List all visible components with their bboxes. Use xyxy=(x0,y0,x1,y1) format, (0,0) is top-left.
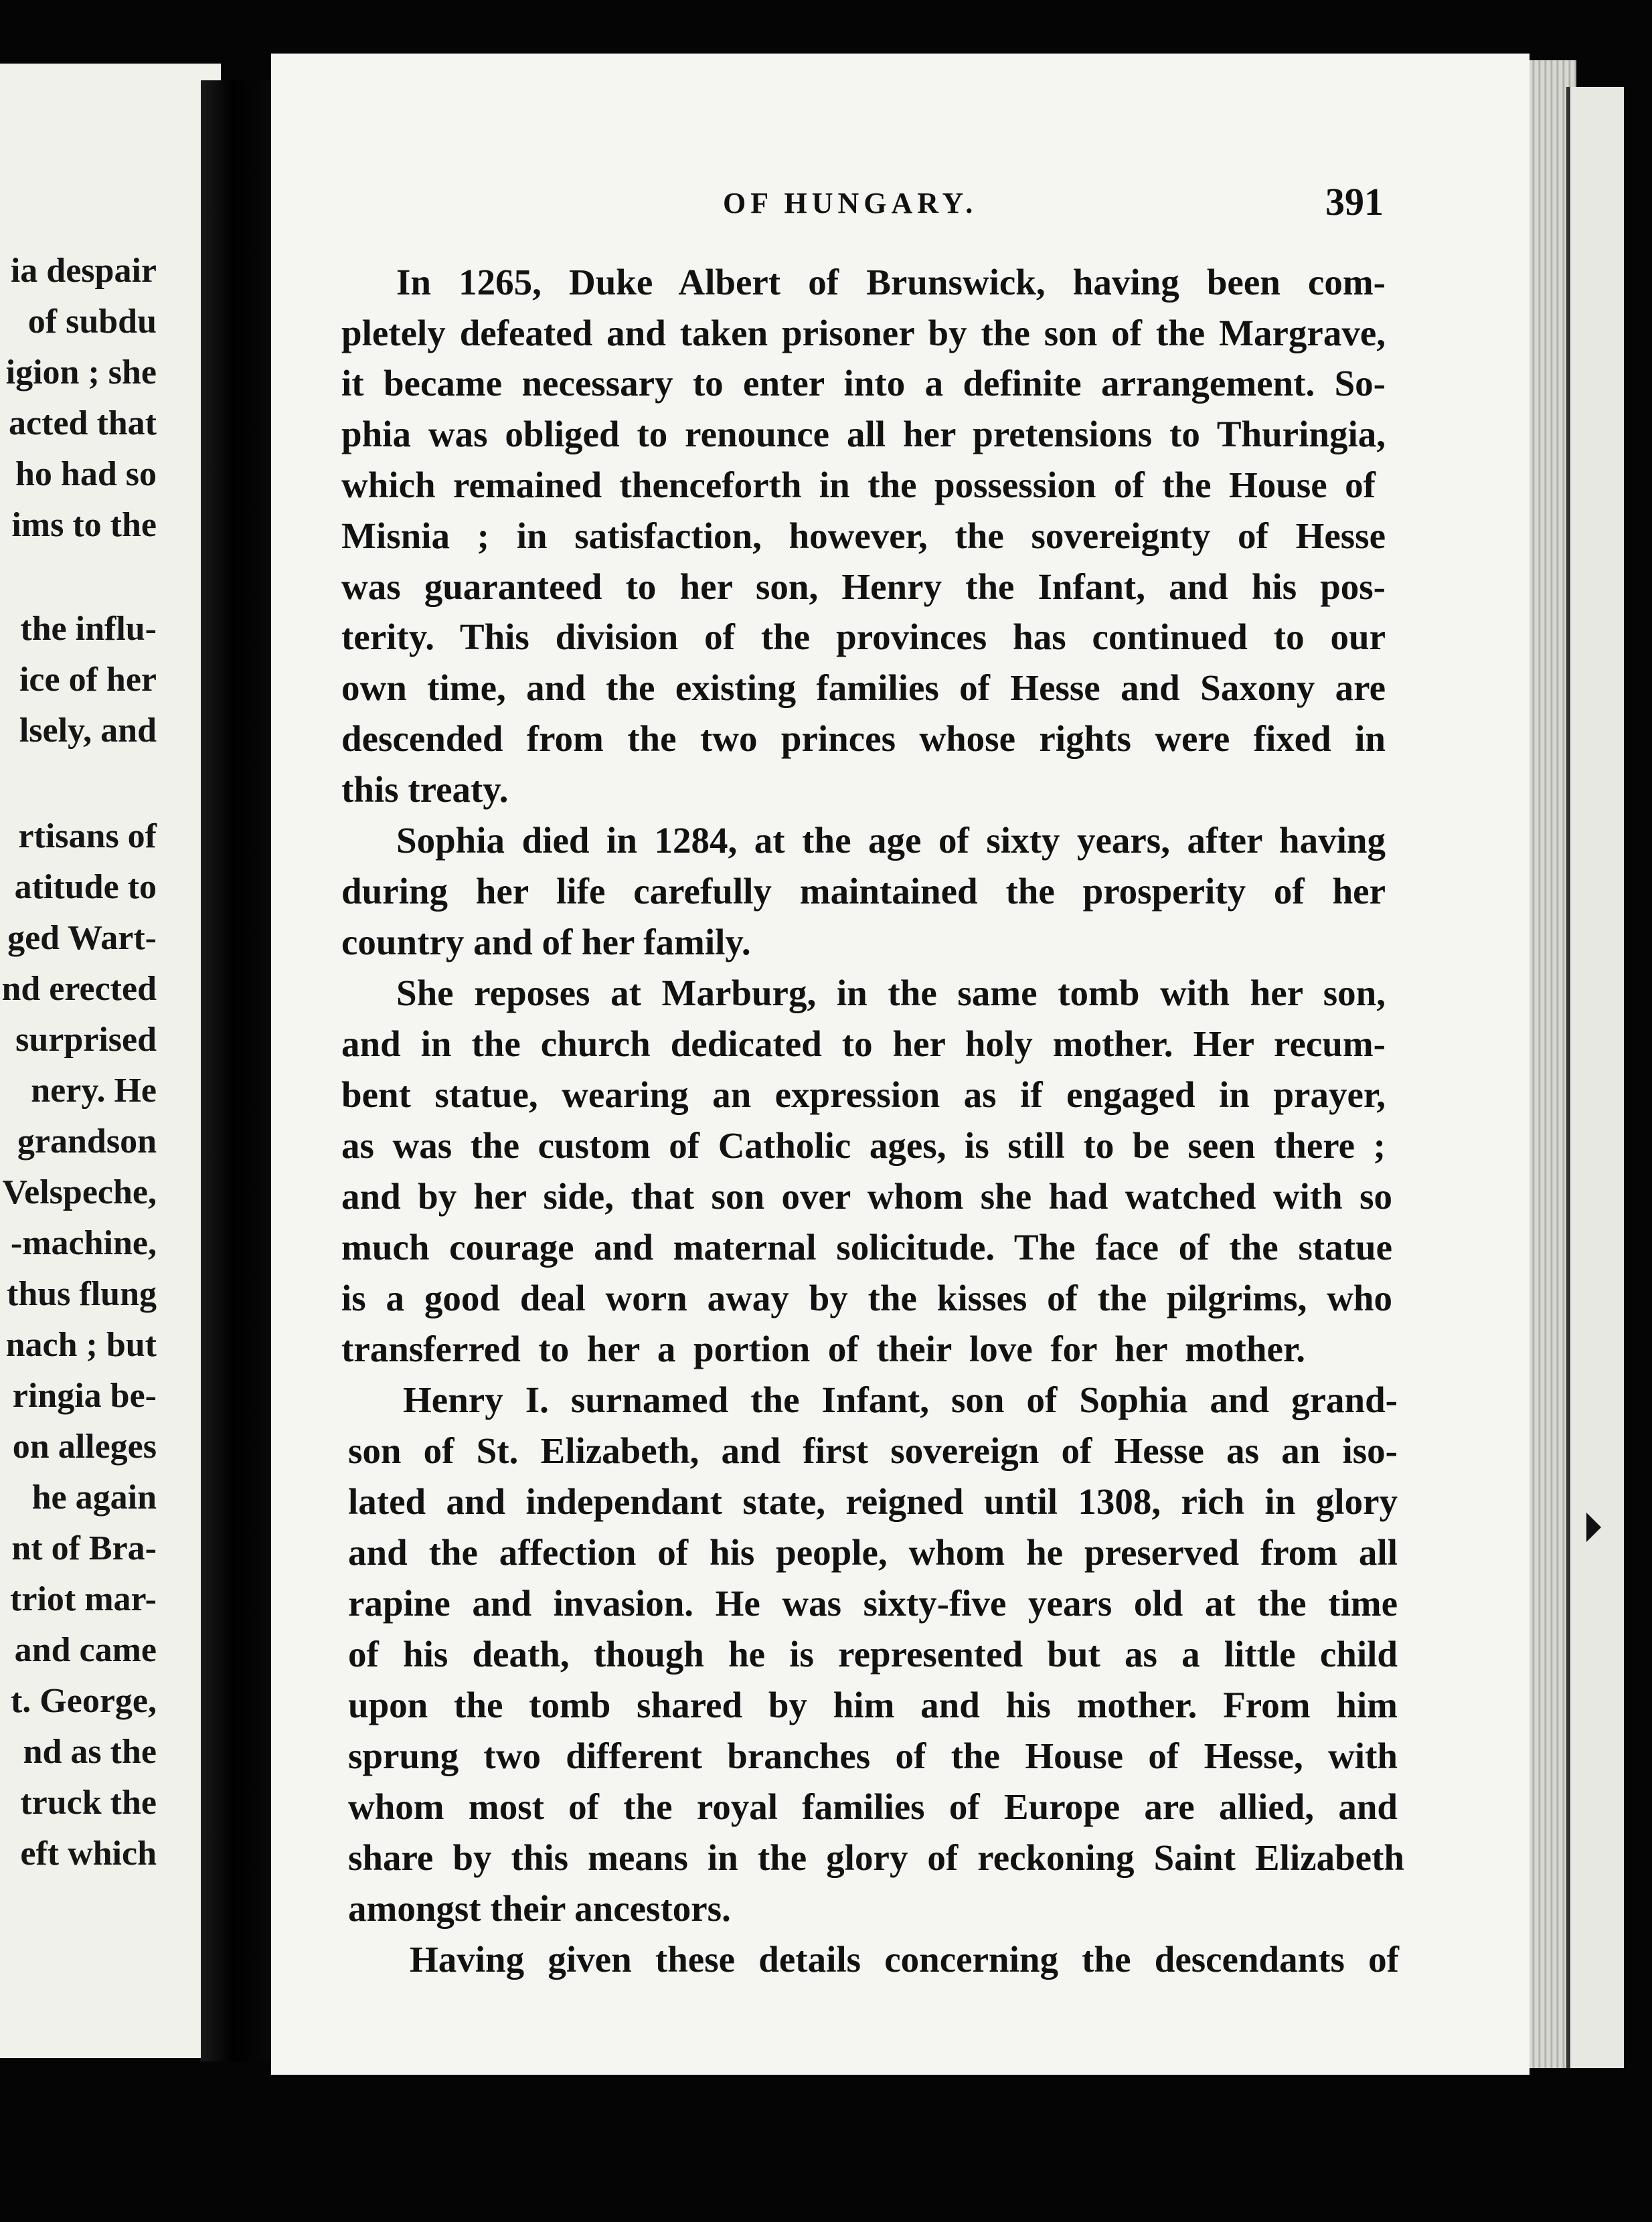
facing-page-line: nt of Bra- xyxy=(11,1529,157,1567)
text-line: own time, and the existing families of Hesse and Saxony are xyxy=(341,667,1386,708)
text-line: amongst their ancestors. xyxy=(348,1888,731,1929)
text-line: lated and independant state, reigned until 1308, rich in glory xyxy=(348,1481,1398,1522)
text-line: pletely defeated and taken prisoner by the son of the Margrave, xyxy=(341,313,1386,353)
text-line: and by her side, that son over whom she had watched with so xyxy=(341,1176,1392,1217)
facing-page-line: acted that xyxy=(9,404,157,442)
facing-page-line: nery. He xyxy=(31,1072,157,1110)
facing-page-line: triot mar- xyxy=(10,1580,157,1618)
text-line: country and of her family. xyxy=(341,922,751,962)
text-line: bent statue, wearing an expression as if engaged in prayer, xyxy=(341,1074,1386,1115)
text-line: and the affection of his people, whom he preserved from all xyxy=(348,1532,1398,1573)
text-line: phia was obliged to renounce all her pretensions to Thuringia, xyxy=(341,414,1386,454)
facing-page-line: nach ; but xyxy=(5,1326,157,1364)
text-line: it became necessary to enter into a definite arrangement. So- xyxy=(341,363,1386,404)
facing-page-line: thus flung xyxy=(7,1275,157,1313)
facing-page-line: grandson xyxy=(17,1122,157,1161)
text-line: during her life carefully maintained the prosperity of her xyxy=(341,871,1386,912)
text-line: She reposes at Marburg, in the same tomb with her son, xyxy=(396,972,1386,1013)
text-line: Henry I. surnamed the Infant, son of Sophia and grand- xyxy=(403,1379,1398,1420)
text-line: son of St. Elizabeth, and first sovereign of Hesse as an iso- xyxy=(348,1430,1398,1471)
facing-page-line: igion ; she xyxy=(5,353,157,392)
text-line: of his death, though he is represented but as a little child xyxy=(348,1634,1398,1675)
facing-page-line: he again xyxy=(31,1478,157,1517)
text-line: rapine and invasion. He was sixty-five years old at the time xyxy=(348,1583,1398,1624)
facing-page-line: ho had so xyxy=(15,455,157,493)
facing-page-line: of subdu xyxy=(27,303,157,341)
text-line: upon the tomb shared by him and his mother. From him xyxy=(348,1685,1398,1725)
text-line: descended from the two princes whose rights were fixed in xyxy=(341,718,1386,759)
text-line: this treaty. xyxy=(341,769,509,810)
facing-page-line: ice of her xyxy=(19,661,157,699)
text-line: was guaranteed to her son, Henry the Infant, and his pos- xyxy=(341,566,1386,607)
facing-page-line: nd erected xyxy=(1,970,157,1008)
text-line: whom most of the royal families of Europe are allied, and xyxy=(348,1786,1398,1827)
facing-page-line: ged Wart- xyxy=(7,919,157,957)
facing-page-line: and came xyxy=(14,1631,157,1669)
facing-page-line: the influ- xyxy=(20,610,157,648)
facing-page-line: ia despair xyxy=(10,252,157,290)
text-line: terity. This division of the provinces has continued to our xyxy=(341,616,1386,657)
facing-page-line: ringia be- xyxy=(12,1377,157,1415)
facing-page-line: -machine, xyxy=(10,1224,157,1262)
facing-page-line: lsely, and xyxy=(19,711,157,750)
facing-page-line: surprised xyxy=(15,1021,157,1059)
facing-page-line: on alleges xyxy=(12,1428,157,1466)
text-line: sprung two different branches of the House of Hesse, with xyxy=(348,1735,1398,1776)
facing-page-line: atitude to xyxy=(14,868,157,906)
text-line: much courage and maternal solicitude. The face of the statue xyxy=(341,1227,1392,1268)
facing-page-line: Velspeche, xyxy=(2,1173,157,1211)
running-head: OF HUNGARY. xyxy=(723,187,978,220)
facing-page-line: eft which xyxy=(20,1834,157,1873)
text-line: is a good deal worn away by the kisses of the pilgrims, who xyxy=(341,1278,1392,1318)
facing-page-line: nd as the xyxy=(23,1733,157,1771)
text-line: Sophia died in 1284, at the age of sixty years, after having xyxy=(396,820,1386,861)
text-line: Misnia ; in satisfaction, however, the sovereignty of Hesse xyxy=(341,515,1386,556)
facing-page-line: t. George, xyxy=(10,1682,157,1720)
text-line: and in the church dedicated to her holy mother. Her recum- xyxy=(341,1023,1386,1064)
facing-page-line: ims to the xyxy=(11,506,157,544)
text-line: share by this means in the glory of reckoning Saint Elizabeth xyxy=(348,1837,1404,1878)
text-line: Having given these details concerning the descendants of xyxy=(410,1939,1399,1980)
page-number: 391 xyxy=(1325,180,1384,224)
facing-page-line: rtisans of xyxy=(18,817,157,855)
text-line: which remained thenceforth in the possession of the House of xyxy=(341,464,1376,505)
text-line: as was the custom of Catholic ages, is still to be seen there ; xyxy=(341,1125,1386,1166)
facing-page-line: truck the xyxy=(20,1784,157,1822)
text-line: In 1265, Duke Albert of Brunswick, having been com- xyxy=(396,262,1386,303)
text-line: transferred to her a portion of their love for her mother. xyxy=(341,1329,1305,1369)
